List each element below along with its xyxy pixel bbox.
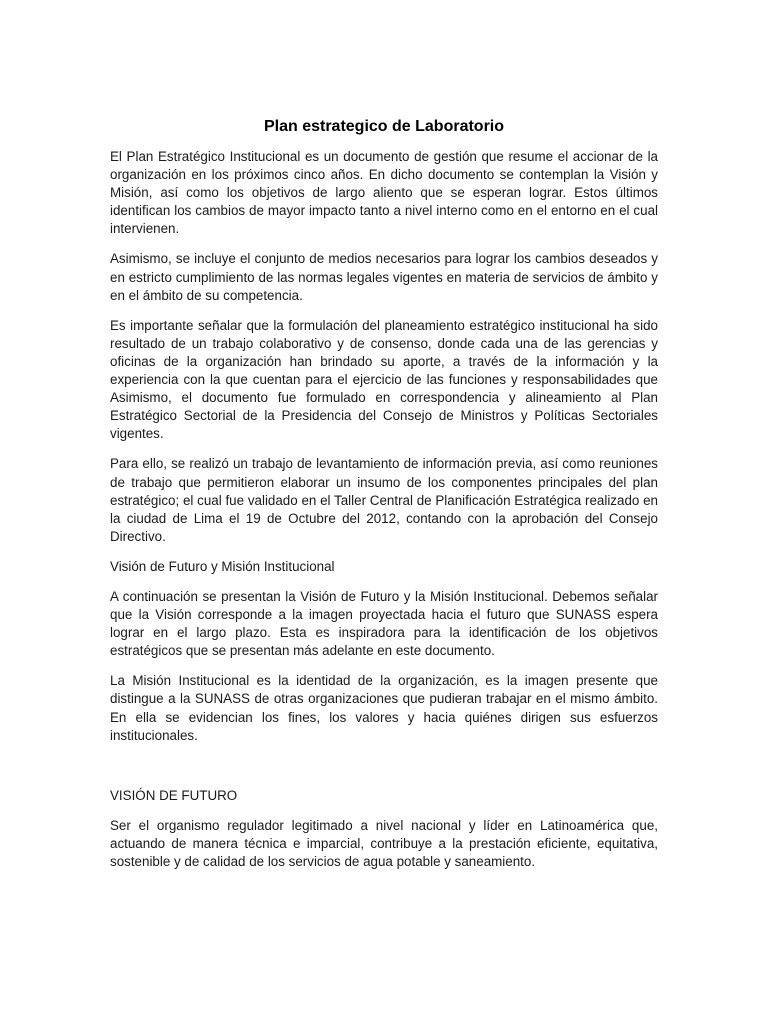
formulation-paragraph: Es importante señalar que la formulación del planeamiento estratégico institucional ha sido resultado de un trabajo colaborativo y de consenso, donde cada una de las gerencias y oficinas de la organización han brindado su aporte, a través de la información y la experiencia con la que cuentan para el ejercicio de las funciones y responsabilidades que Asimismo, el documento fue formulado en correspondencia y alineamiento al Plan Estratégico Sectorial de la Presidencia del Consejo de Ministros y Políticas Sectoriales vigentes. (110, 317, 658, 442)
mission-paragraph: La Misión Institucional es la identidad de la organización, es la imagen presente que distingue a la SUNASS de otras organizaciones que pudieran trabajar en el mismo ámbito. En ella se evidencian los fines, los valores y hacia quiénes dirigen sus esfuerzos institucionales. (110, 673, 658, 743)
spacer (110, 757, 658, 787)
means-paragraph: Asimismo, se incluye el conjunto de medios necesarios para lograr los cambios deseados y en estricto cumplimiento de las normas legales vigentes en materia de servicios de ámbito y en el ámbito de su competencia. (110, 251, 658, 303)
vision-heading: VISIÓN DE FUTURO (110, 787, 238, 803)
vision-text: Ser el organismo regulador legitimado a nivel nacional y líder en Latinoamérica que, actuando de manera técnica e imparcial, contribuye a la prestación eficiente, equitativa, sostenible y de calidad de los servicios de agua potable y saneamiento. (110, 817, 658, 869)
document-title: Plan estrategico de Laboratorio (263, 118, 505, 135)
document-page (110, 116, 658, 883)
vision-intro-paragraph: A continuación se presentan la Visión de Futuro y la Misión Institucional. Debemos señalar que la Visión corresponde a la imagen proyectada hacia el futuro que SUNASS espera lograr en el largo plazo. Esta es inspiradora para la identificación de los objetivos estratégicos que se presentan más adelante en este documento. (110, 588, 658, 659)
intro-paragraph: El Plan Estratégico Institucional es un documento de gestión que resume el accionar de la organización en los próximos cinco años. En dicho documento se contemplan la Visión y Misión, así como los objetivos de largo aliento que se esperan lograr. Estos últimos identifican los cambios de mayor impacto tanto a nivel interno como en el entorno en el cual intervienen. (110, 149, 658, 237)
process-paragraph: Para ello, se realizó un trabajo de levantamiento de información previa, así como reuniones de trabajo que permitieron elaborar un insumo de los componentes principales del plan estratégico; el cual fue validado en el Taller Central de Planificación Estratégica realizado en la ciudad de Lima el 19 de Octubre del 2012, contando con la aprobación del Consejo Directivo. (110, 456, 658, 544)
section-heading: Visión de Futuro y Misión Institucional (110, 558, 335, 574)
